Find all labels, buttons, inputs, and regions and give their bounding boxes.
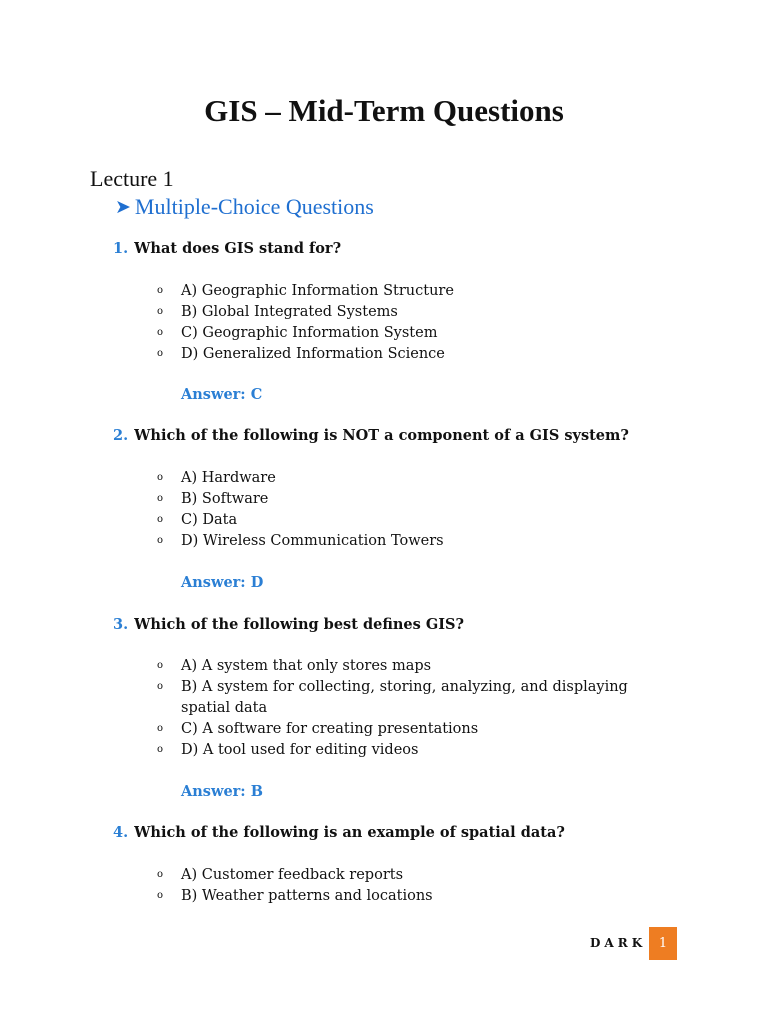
option-item — [157, 865, 661, 886]
question-number: 4. — [113, 824, 129, 841]
lecture-heading: Lecture 1 — [90, 166, 174, 191]
answer-1: Answer: C — [181, 386, 263, 403]
question-number: 2. — [113, 427, 129, 444]
circle-bullet-icon: o — [157, 723, 164, 734]
option-item — [157, 719, 661, 740]
option-text: D) Wireless Communication Towers — [181, 533, 444, 549]
option-text: A) A system that only stores maps — [181, 658, 432, 674]
option-text: A) Hardware — [181, 470, 276, 486]
circle-bullet-icon: o — [157, 744, 164, 755]
circle-bullet-icon: o — [157, 514, 164, 525]
option-text: C) A software for creating presentations — [181, 721, 479, 737]
circle-bullet-icon: o — [157, 327, 164, 338]
question-3 — [113, 616, 464, 633]
option-item — [157, 302, 661, 323]
circle-bullet-icon: o — [157, 890, 164, 901]
option-item — [157, 531, 661, 552]
option-item — [157, 886, 661, 907]
question-text: Which of the following is an example of spatial data? — [134, 824, 565, 841]
option-item — [157, 677, 661, 719]
section-heading-label: Multiple-Choice Questions — [134, 194, 374, 219]
section-heading — [115, 194, 374, 220]
option-item — [157, 656, 661, 677]
option-item — [157, 281, 661, 302]
options-list-4 — [157, 865, 661, 907]
circle-bullet-icon: o — [157, 493, 164, 504]
circle-bullet-icon: o — [157, 348, 164, 359]
option-text: B) Weather patterns and locations — [181, 888, 433, 904]
option-text: B) Software — [181, 491, 269, 507]
circle-bullet-icon: o — [157, 472, 164, 483]
options-list-2 — [157, 468, 661, 552]
option-text: B) A system for collecting, storing, analyzing, and displaying spatial data — [181, 679, 628, 716]
option-item — [157, 323, 661, 344]
question-number: 1. — [113, 240, 129, 257]
question-4 — [113, 824, 565, 841]
page-number-badge: 1 — [649, 927, 677, 960]
option-text: C) Geographic Information System — [181, 325, 438, 341]
question-text: What does GIS stand for? — [134, 240, 342, 257]
option-item — [157, 740, 661, 761]
question-2 — [113, 427, 629, 444]
answer-3: Answer: B — [181, 783, 263, 800]
arrow-bullet-icon: ➤ — [115, 196, 131, 218]
options-list-1 — [157, 281, 661, 365]
option-text: A) Geographic Information Structure — [181, 283, 454, 299]
question-number: 3. — [113, 616, 129, 633]
option-item — [157, 468, 661, 489]
circle-bullet-icon: o — [157, 681, 164, 692]
question-text: Which of the following best defines GIS? — [134, 616, 464, 633]
option-item — [157, 510, 661, 531]
circle-bullet-icon: o — [157, 535, 164, 546]
option-text: D) A tool used for editing videos — [181, 742, 419, 758]
question-1 — [113, 240, 341, 257]
option-text: C) Data — [181, 512, 238, 528]
option-text: D) Generalized Information Science — [181, 346, 445, 362]
circle-bullet-icon: o — [157, 306, 164, 317]
circle-bullet-icon: o — [157, 285, 164, 296]
answer-2: Answer: D — [181, 574, 264, 591]
option-text: A) Customer feedback reports — [181, 867, 404, 883]
option-item — [157, 489, 661, 510]
footer-label: DARK — [590, 936, 647, 950]
question-text: Which of the following is NOT a component of a GIS system? — [134, 427, 629, 444]
option-text: B) Global Integrated Systems — [181, 304, 398, 320]
page-title: GIS – Mid-Term Questions — [204, 93, 564, 128]
circle-bullet-icon: o — [157, 660, 164, 671]
circle-bullet-icon: o — [157, 869, 164, 880]
options-list-3 — [157, 656, 661, 761]
option-item — [157, 344, 661, 365]
